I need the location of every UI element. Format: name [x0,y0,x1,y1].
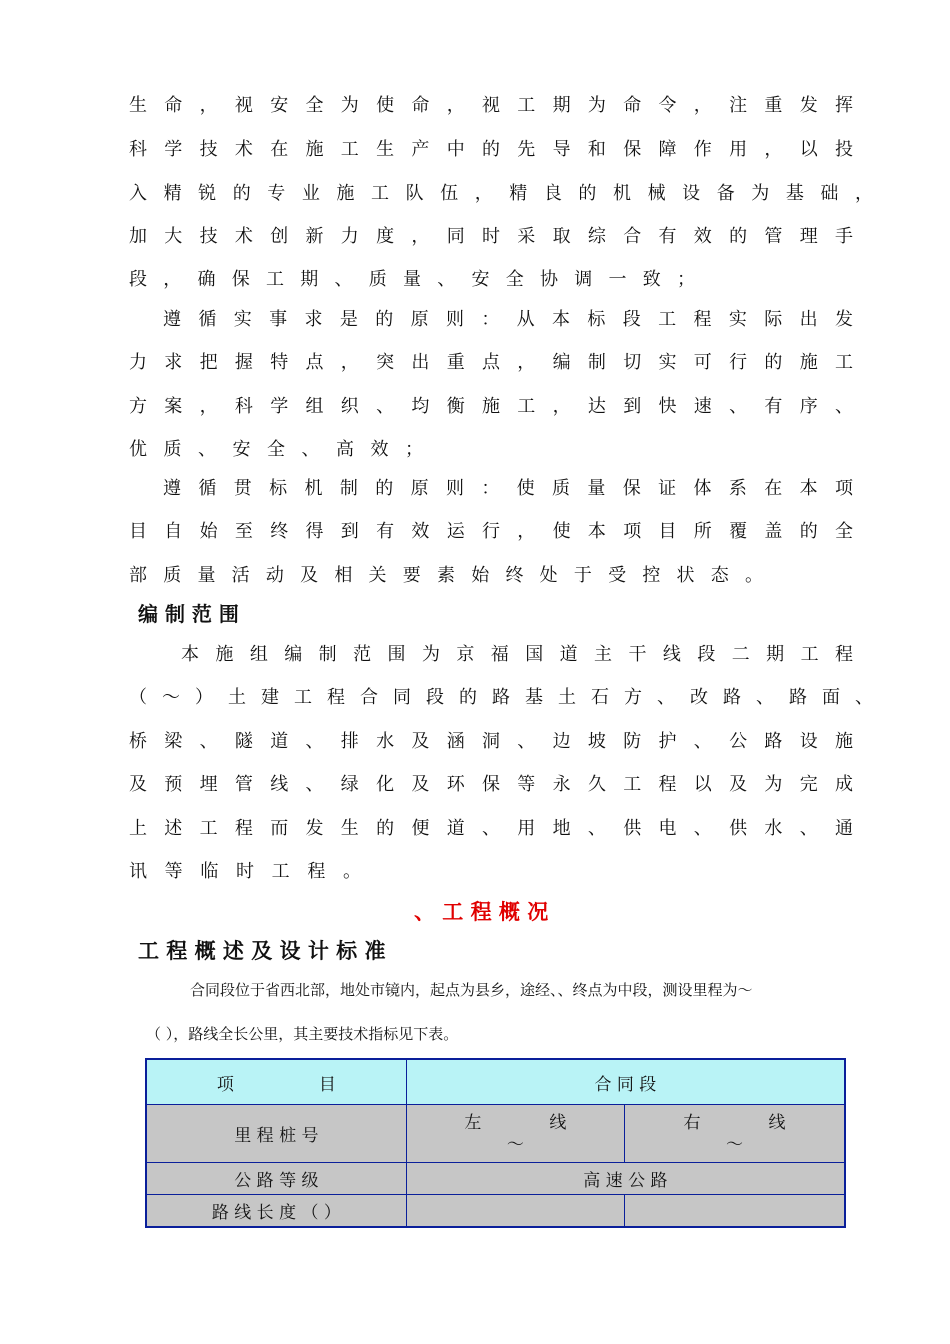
paragraph-line: 方 案 ， 科 学 组 织 、 均 衡 施 工 ， 达 到 快 速 、 有 序 、 [129,396,853,417]
technical-indicators-table [145,1058,846,1228]
table-row [146,1163,845,1195]
paragraph-line: 优 质 、 安 全 、 高 效 ； [129,439,423,460]
row-length-label: 路 线 长 度 （ ） [146,1195,406,1228]
row-length-left [406,1195,624,1228]
paragraph-line: 入 精 锐 的 专 业 施 工 队 伍 ， 精 良 的 机 械 设 备 为 基 础 ， [129,183,873,204]
section-title: 、 工 程 概 况 [414,900,549,924]
row-mileage-label: 里 程 桩 号 [146,1105,406,1163]
paragraph-line: 加 大 技 术 创 新 力 度 ， 同 时 采 取 综 合 有 效 的 管 理 手 [129,226,853,247]
paragraph-line: 本 施 组 编 制 范 围 为 京 福 国 道 主 干 线 段 二 期 工 程 [181,644,853,665]
table-row [146,1195,845,1228]
row-mileage-left [406,1105,624,1163]
header-item-cell: 项 目 [146,1059,406,1105]
paragraph-line: 遵 循 实 事 求 是 的 原 则 ： 从 本 标 段 工 程 实 际 出 发 [163,309,853,330]
paragraph-line: 及 预 埋 管 线 、 绿 化 及 环 保 等 永 久 工 程 以 及 为 完 成 [129,774,853,795]
row-grade-value: 高 速 公 路 [406,1163,845,1195]
header-contract-cell: 合 同 段 [406,1059,845,1105]
row-mileage-right [625,1105,845,1163]
overview-line-1: 合同段位于省西北部，地处市镜内，起点为县乡，途经、、终点为中段，测设里程为～ [190,981,753,999]
paragraph-line: 段 ， 确 保 工 期 、 质 量 、 安 全 协 调 一 致 ； [129,269,695,290]
heading-scope: 编 制 范 围 [138,602,239,626]
paragraph-line: 遵 循 贯 标 机 制 的 原 则 ： 使 质 量 保 证 体 系 在 本 项 [163,478,853,499]
paragraph-line: 部 质 量 活 动 及 相 关 要 素 始 终 处 于 受 控 状 态 。 [129,565,763,586]
paragraph-line: （ ～ ） 土 建 工 程 合 同 段 的 路 基 土 石 方 、 改 路 、 路 面 、 [129,687,873,708]
paragraph-line: 桥 梁 、 隧 道 、 排 水 及 涵 洞 、 边 坡 防 护 、 公 路 设 施 [129,731,853,752]
heading-overview: 工 程 概 述 及 设 计 标 准 [138,939,386,963]
left-line-range: ～ [506,1134,524,1155]
table-row [146,1105,845,1163]
right-line-label: 右 线 [683,1112,786,1133]
left-line-label: 左 线 [464,1112,567,1133]
paragraph-line: 目 自 始 至 终 得 到 有 效 运 行 ， 使 本 项 目 所 覆 盖 的 全 [129,521,853,542]
row-grade-label: 公 路 等 级 [146,1163,406,1195]
row-length-right [625,1195,845,1228]
paragraph-line: 上 述 工 程 而 发 生 的 便 道 、 用 地 、 供 电 、 供 水 、 通 [129,818,853,839]
paragraph-line: 生 命 ， 视 安 全 为 使 命 ， 视 工 期 为 命 令 ， 注 重 发 挥 [129,95,853,116]
right-line-range: ～ [726,1134,744,1155]
table-header-row [146,1059,845,1105]
overview-line-2: （ ），路线全长公里，其主要技术指标见下表。 [146,1025,459,1043]
paragraph-line: 讯 等 临 时 工 程 。 [129,861,361,882]
paragraph-line: 科 学 技 术 在 施 工 生 产 中 的 先 导 和 保 障 作 用 ， 以 投 [129,139,853,160]
paragraph-line: 力 求 把 握 特 点 ， 突 出 重 点 ， 编 制 切 实 可 行 的 施 工 [129,352,853,373]
